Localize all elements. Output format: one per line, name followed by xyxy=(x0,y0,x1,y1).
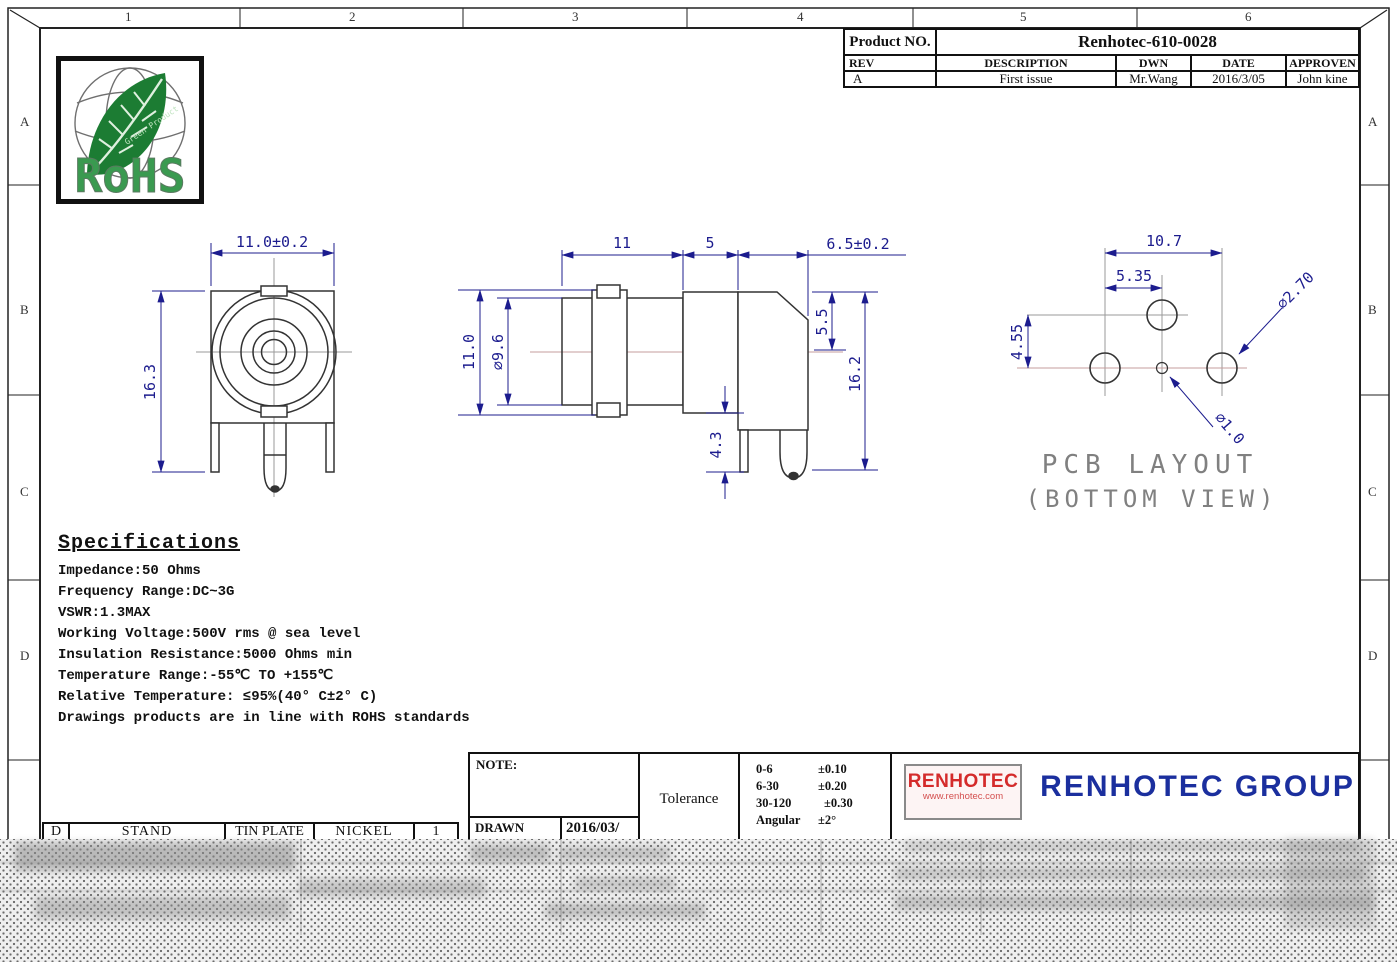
approven-value: John kine xyxy=(1285,70,1360,88)
renhotec-logo-url: www.renhotec.com xyxy=(922,791,1004,802)
renhotec-logo xyxy=(904,764,1022,820)
side-dims xyxy=(458,250,906,499)
rohs-logo xyxy=(56,56,204,204)
zone-left-d: D xyxy=(20,648,30,663)
materials-cell: 1 xyxy=(413,822,459,843)
spec-line: Temperature Range:-55℃ TO +155℃ xyxy=(58,668,334,684)
censored-blob xyxy=(300,879,485,897)
dim-side-chamfer: 5.5 xyxy=(813,308,831,336)
pcb-view xyxy=(1008,232,1318,513)
censored-divider xyxy=(1130,839,1132,935)
dim-side-pin: 4.3 xyxy=(707,431,725,459)
pcb-dims xyxy=(1028,253,1282,427)
dim-side-h: 11.0 xyxy=(460,333,478,371)
tolerance-value: ±0.10 xyxy=(818,762,847,776)
tolerance-value: ±2° xyxy=(818,813,837,827)
censored-line xyxy=(0,889,1397,892)
rev-value: A xyxy=(843,70,937,88)
zone-right-d: D xyxy=(1368,648,1378,663)
pcb-caption-sub: (BOTTOM VIEW) xyxy=(1025,485,1279,513)
approven-header: APPROVEN xyxy=(1285,54,1360,72)
dwn-value: Mr.Wang xyxy=(1115,70,1192,88)
materials-cell: NICKEL xyxy=(313,822,415,843)
drawn-date: 2016/03/ xyxy=(560,816,640,846)
zone-top-3: 3 xyxy=(572,9,579,24)
spec-line: Frequency Range:DC~3G xyxy=(58,584,235,600)
censored-blob xyxy=(35,897,290,919)
note-box: NOTE: xyxy=(468,752,640,818)
censored-blob xyxy=(545,903,705,918)
pcb-holes xyxy=(1090,300,1237,383)
date-value: 2016/3/05 xyxy=(1190,70,1287,88)
renhotec-logo-name: RENHOTEC xyxy=(907,771,1019,792)
tolerance-range: 30-120 xyxy=(756,796,792,810)
censored-blob xyxy=(560,847,670,860)
censored-divider xyxy=(820,839,822,935)
censored-blob xyxy=(15,843,295,871)
dim-side-dia: ⌀9.6 xyxy=(489,333,507,371)
zone-top-2: 2 xyxy=(349,9,356,24)
specifications xyxy=(58,532,470,729)
zone-top-5: 5 xyxy=(1020,9,1027,24)
dim-side-len2: 5 xyxy=(705,234,715,252)
product-no-value: Renhotec-610-0028 xyxy=(935,28,1360,56)
description-value: First issue xyxy=(935,70,1117,88)
censored-divider xyxy=(980,839,982,935)
zone-right-a: A xyxy=(1368,114,1378,129)
product-no-label: Product NO. xyxy=(843,28,937,56)
censored-divider xyxy=(560,839,562,935)
zone-top-4: 4 xyxy=(797,9,804,24)
zone-left-c: C xyxy=(20,484,29,499)
dim-side-total-h: 16.2 xyxy=(846,355,864,393)
materials-cell: TIN PLATE xyxy=(224,822,315,843)
description-header: DESCRIPTION xyxy=(935,54,1117,72)
dim-pcb-hole-big: ⌀2.70 xyxy=(1273,268,1318,313)
rev-header: REV xyxy=(843,54,937,72)
dim-side-len1: 11 xyxy=(612,234,632,252)
censored-region xyxy=(0,839,1397,962)
spec-line: Impedance:50 Ohms xyxy=(58,563,201,579)
tolerance-range: 6-30 xyxy=(756,779,779,793)
tolerance-label: Tolerance xyxy=(638,752,740,846)
side-view xyxy=(458,234,906,499)
dim-pcb-half: 5.35 xyxy=(1115,267,1153,285)
dim-pcb-hole-small: ⌀1.0 xyxy=(1210,408,1249,448)
spec-line: Insulation Resistance:5000 Ohms min xyxy=(58,647,353,663)
specs-title: Specifications xyxy=(58,532,241,555)
front-view xyxy=(141,233,352,497)
spec-line: VSWR:1.3MAX xyxy=(58,605,151,621)
spec-line: Working Voltage:500V rms @ sea level xyxy=(58,626,361,642)
zone-right-b: B xyxy=(1368,302,1377,317)
drawn-label: DRAWN xyxy=(468,816,562,846)
dim-side-len3: 6.5±0.2 xyxy=(826,235,890,253)
spec-line: Relative Temperature: ≤95%(40° C±2° C) xyxy=(58,689,378,705)
side-outline xyxy=(562,285,808,480)
dim-pcb-w: 10.7 xyxy=(1145,232,1183,250)
spec-line: Drawings products are in line with ROHS standards xyxy=(58,710,470,726)
tolerance-value: ±0.30 xyxy=(824,796,853,810)
materials-cell: STAND xyxy=(68,822,226,843)
dim-front-width: 11.0±0.2 xyxy=(235,233,309,251)
zone-right-c: C xyxy=(1368,484,1377,499)
zone-top-6: 6 xyxy=(1245,9,1252,24)
company-name: RENHOTEC GROUP xyxy=(1040,770,1355,803)
dwn-header: DWN xyxy=(1115,54,1192,72)
tolerance-table xyxy=(738,752,892,846)
zone-left-b: B xyxy=(20,302,29,317)
censored-line xyxy=(0,861,1397,864)
date-header: DATE xyxy=(1190,54,1287,72)
dim-pcb-v: 4.55 xyxy=(1008,323,1026,361)
dim-front-height: 16.3 xyxy=(141,363,159,401)
pcb-caption: PCB LAYOUT xyxy=(1041,450,1259,480)
tolerance-range: Angular xyxy=(756,813,801,827)
tolerance-range: 0-6 xyxy=(756,762,773,776)
censored-divider xyxy=(300,839,302,935)
rohs-text: RoHS xyxy=(74,149,186,199)
censored-blob xyxy=(1285,839,1375,929)
zone-left-a: A xyxy=(20,114,30,129)
censored-blob xyxy=(470,845,550,861)
materials-cell: D xyxy=(42,822,70,843)
rohs-subtext: Green Product xyxy=(123,104,181,147)
zone-top-1: 1 xyxy=(125,9,132,24)
tolerance-value: ±0.20 xyxy=(818,779,847,793)
